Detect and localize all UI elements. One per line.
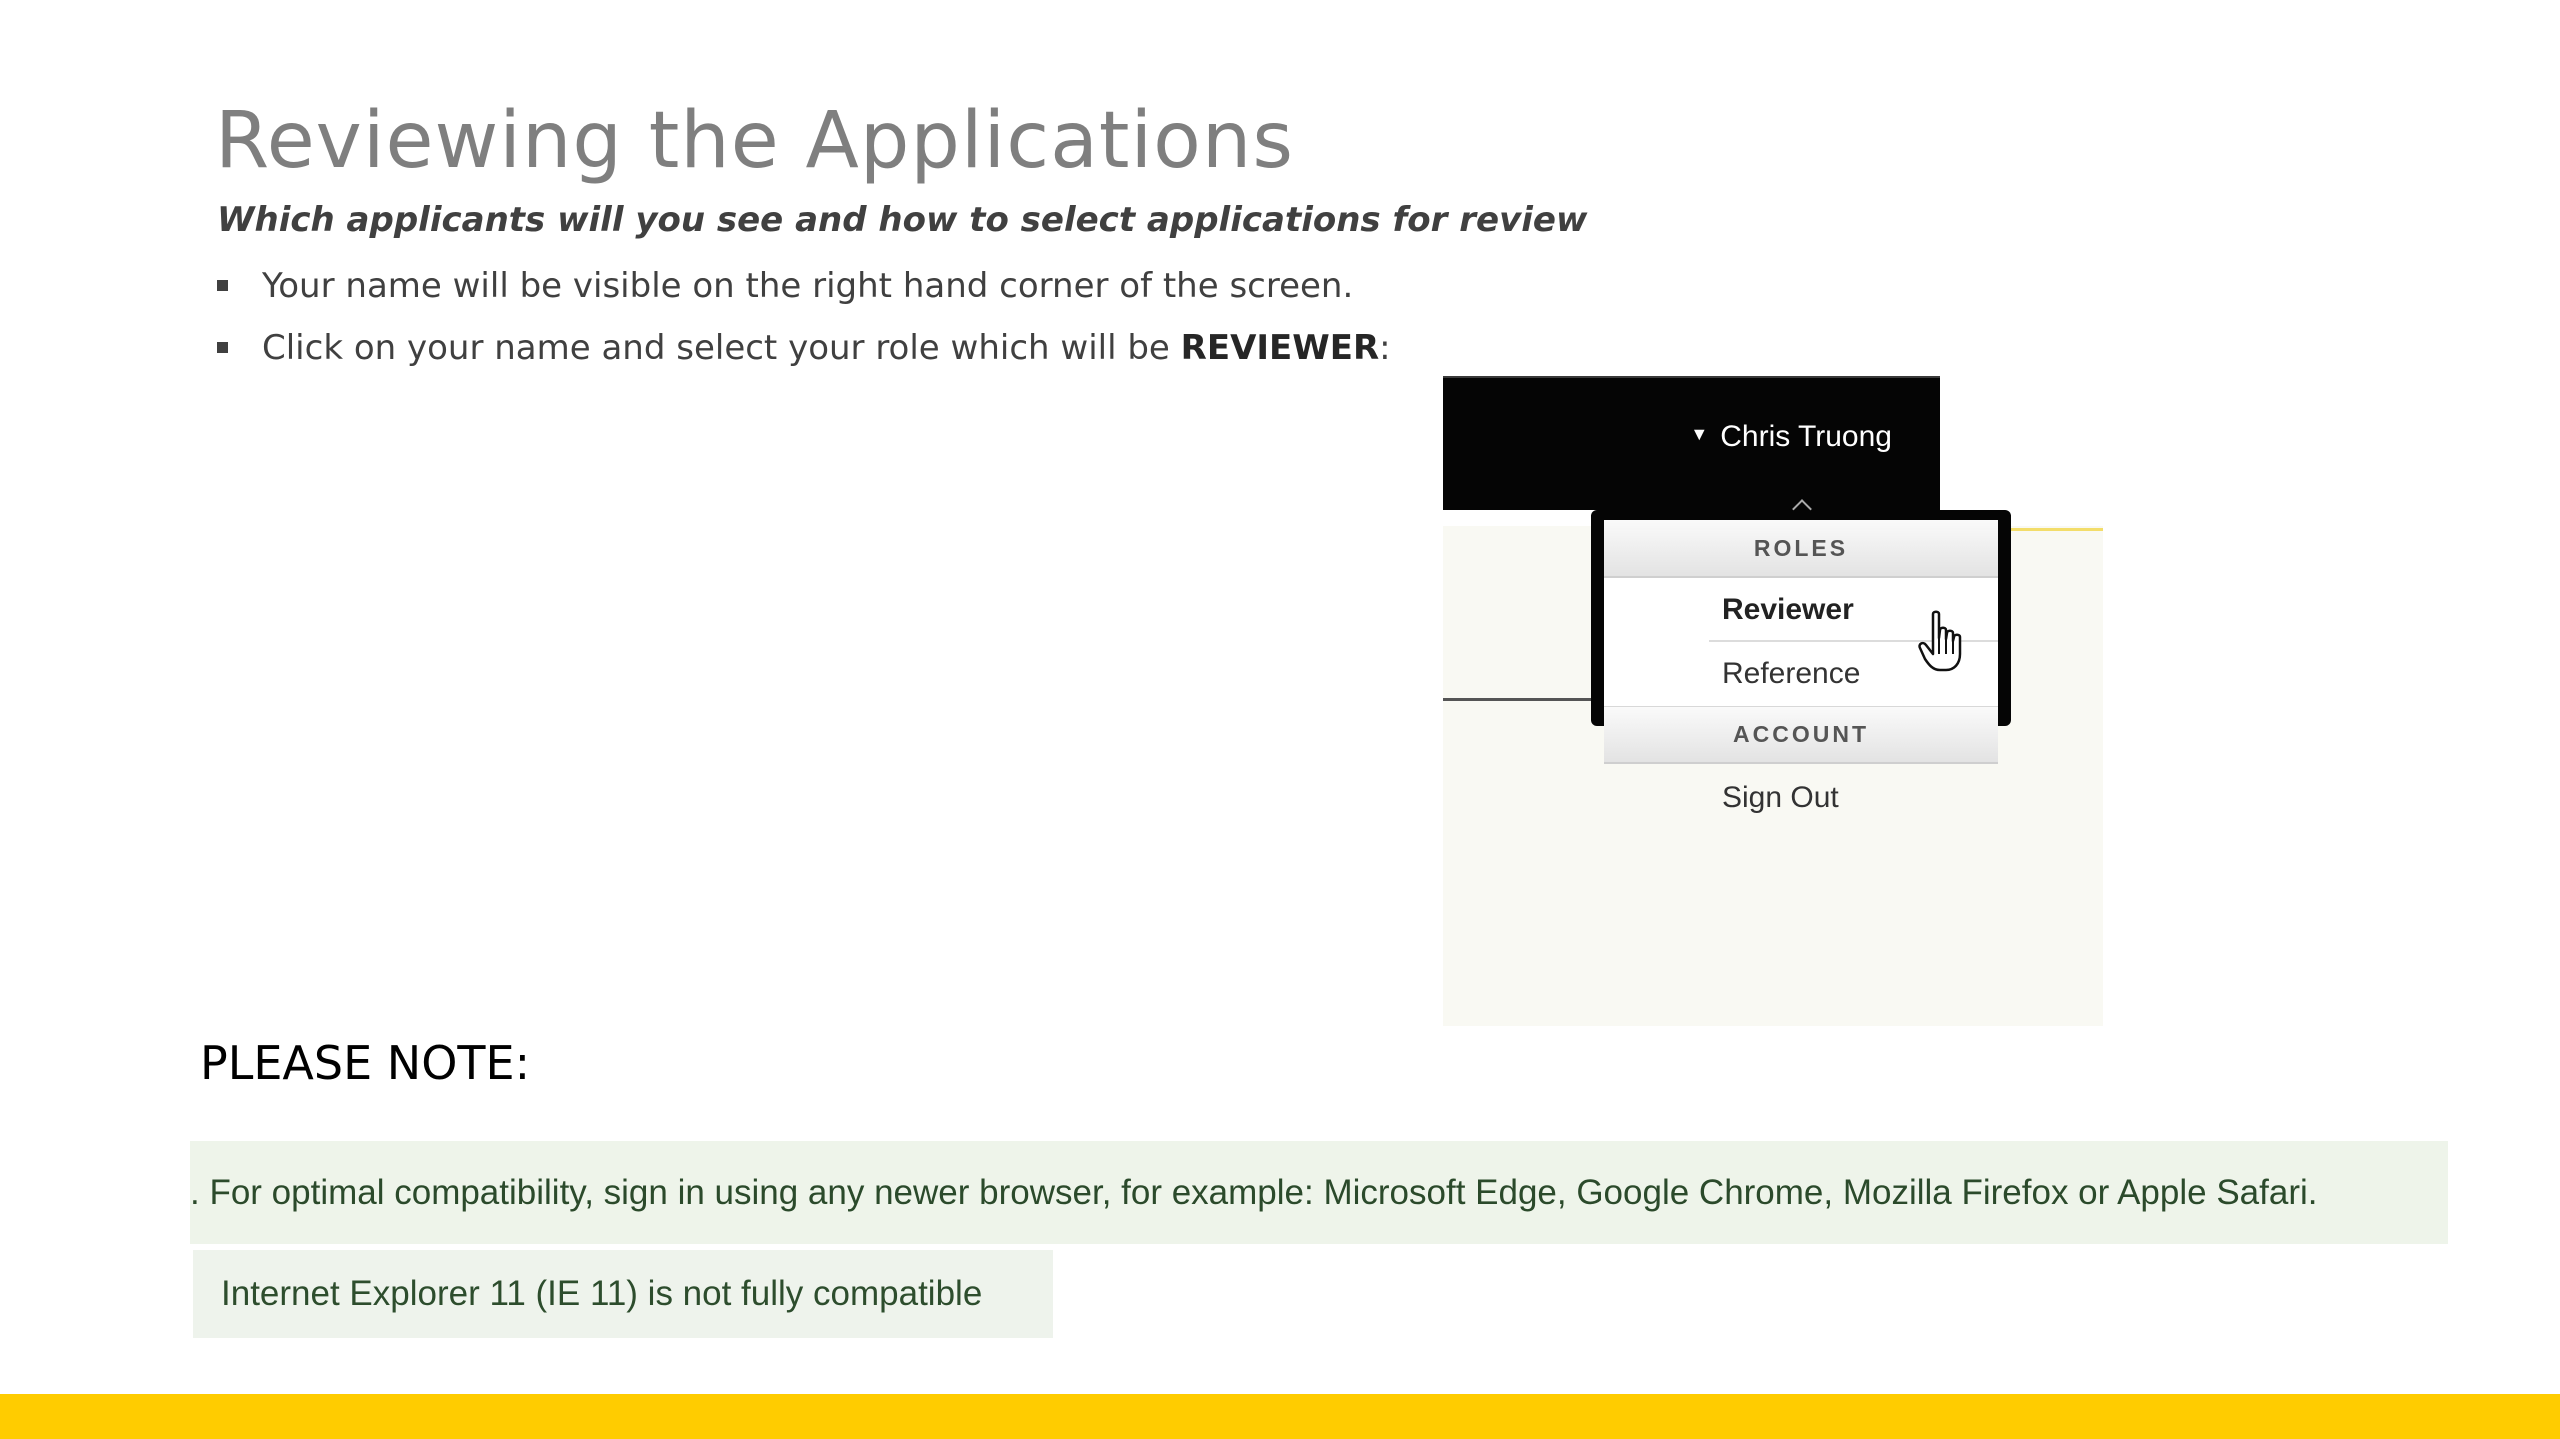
embedded-screenshot	[1443, 376, 2103, 1026]
caret-down-icon: ▼	[1690, 423, 1709, 444]
bullet-text: Your name will be visible on the right hand corner of the screen.	[262, 266, 1354, 306]
square-bullet-icon	[217, 342, 228, 353]
roles-section-header: ROLES	[1604, 520, 1998, 578]
bullet-bold-text: REVIEWER	[1180, 328, 1380, 368]
bullet-item	[215, 324, 1391, 386]
menu-item-sign-out[interactable]: Sign Out	[1722, 781, 1839, 814]
bullet-list	[215, 262, 1391, 386]
slide-title: Reviewing the Applications	[215, 96, 1294, 186]
please-note-heading: PLEASE NOTE:	[200, 1036, 531, 1090]
bullet-text: Click on your name and select your role which will be	[262, 328, 1181, 368]
hand-cursor-icon	[1918, 610, 1968, 674]
compatibility-notice: . For optimal compatibility, sign in using any newer browser, for example: Microsoft Edge, Google Chrome, Mozilla Firefox or Apple Safari.	[190, 1141, 2448, 1244]
screenshot-divider-line	[1443, 698, 1593, 701]
slide-subtitle: Which applicants will you see and how to select applications for review	[217, 200, 1588, 240]
square-bullet-icon	[217, 280, 228, 291]
menu-item-reviewer[interactable]: Reviewer	[1604, 578, 1998, 642]
bullet-item	[215, 262, 1391, 324]
footer-accent-bar	[0, 1394, 2560, 1439]
bullet-text-suffix: :	[1379, 328, 1391, 368]
ie-notice: Internet Explorer 11 (IE 11) is not fully compatible	[193, 1250, 1053, 1338]
user-menu-trigger[interactable]	[1690, 420, 1892, 454]
menu-item-reference[interactable]: Reference	[1722, 657, 1861, 690]
user-name: Chris Truong	[1720, 420, 1892, 453]
account-section-header: ACCOUNT	[1604, 706, 1998, 764]
screenshot-header-bar	[1443, 376, 1940, 510]
